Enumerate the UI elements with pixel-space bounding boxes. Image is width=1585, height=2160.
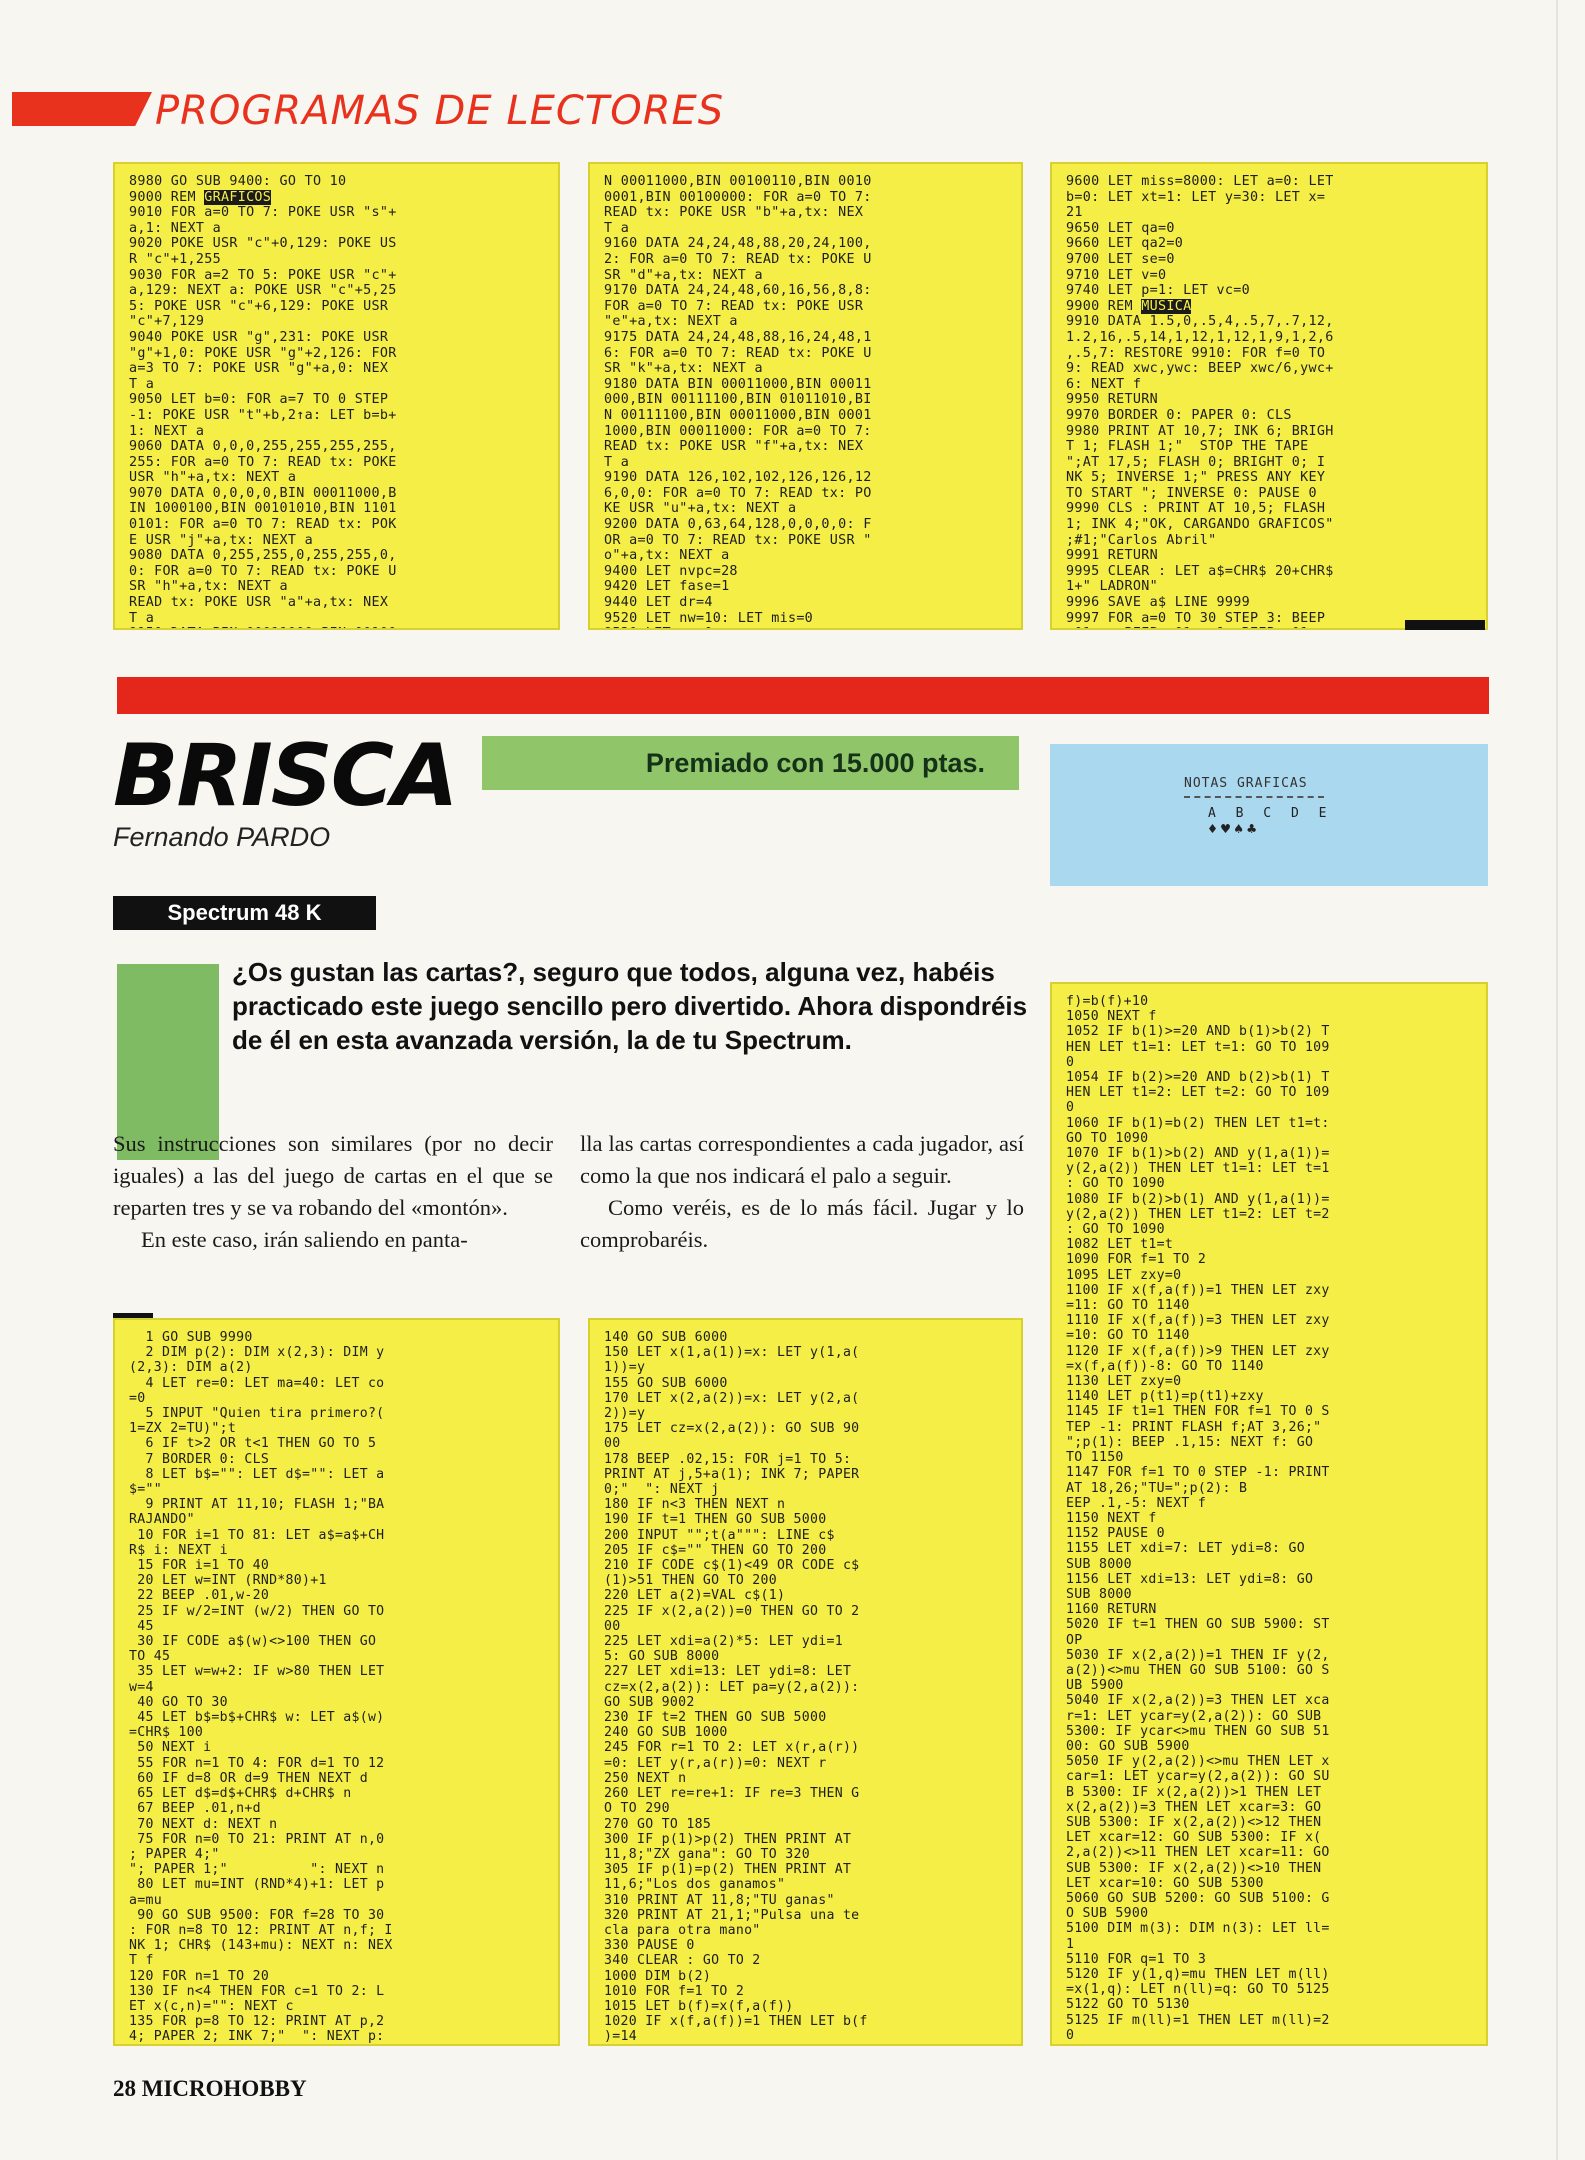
listing-top-2 bbox=[588, 162, 1023, 630]
listing-text: f)=b(f)+10 1050 NEXT f 1052 IF b(1)>=20 AND b(1)>b(2) T HEN LET t1=1: LET t=1: GO TO 109 0 1054 IF b(2)>=20 AND b(2)>b(1) T HEN LET t1=2: LET t=2: GO TO 109 0 1060 IF b(1)=b(2) THEN LET t1=t: GO TO 1090 1070 IF b(1)>b(2) AND y(1,a(1))= y(2,a(2)) THEN LET t1=1: LET t=1 : GO TO 1090 1080 IF b(2)>b(1) AND y(1,a(1))= y(2,a(2)) THEN LET t1=2: LET t=2 : GO TO 1090 1082 LET t1=t 1090 FOR f=1 TO 2 1095 LET zxy=0 1100 IF x(f,a(f))=1 THEN LET zxy =11: GO TO 1140 1110 IF x(f,a(f))=3 THEN LET zxy =10: GO TO 1140 1120 IF x(f,a(f))>9 THEN LET zxy =x(f,a(f))-8: GO TO 1140 1130 LET zxy=0 1140 LET p(t1)=p(t1)+zxy 1145 IF t1=1 THEN FOR f=1 TO 0 S TEP -1: PRINT FLASH f;AT 3,26;" ";p(1): BEEP .1,15: NEXT f: GO TO 1150 1147 FOR f=1 TO 0 STEP -1: PRINT AT 18,26;"TU=";p(2): B EEP .1,-5: NEXT f 1150 NEXT f 1152 PAUSE 0 1155 LET xdi=7: LET ydi=8: GO SUB 8000 1156 LET xdi=13: LET ydi=8: GO SUB 8000 1160 RETURN 5020 IF t=1 THEN GO SUB 5900: ST OP 5030 IF x(2,a(2))=1 THEN IF y(2, a(2))<>mu THEN GO SUB 5100: GO S UB 5900 5040 IF x(2,a(2))=3 THEN LET xca r=1: LET ycar=y(2,a(2)): GO SUB 5300: IF ycar<>mu THEN GO SUB 51 00: GO SUB 5900 5050 IF y(2,a(2))<>mu THEN LET x car=1: LET ycar=y(2,a(2)): GO SU B 5300: IF x(2,a(2))>1 THEN LET x(2,a(2))=3 THEN LET xcar=3: GO SUB 5300: IF x(2,a(2))<>12 THEN LET xcar=12: GO SUB 5300: IF x( 2,a(2))<>11 THEN LET xcar=11: GO SUB 5300: IF x(2,a(2))<>10 THEN LET xcar=10: GO SUB 5300 5060 GO SUB 5200: GO SUB 5100: G O SUB 5900 5100 DIM m(3): DIM n(3): LET ll= 1 5110 FOR q=1 TO 3 5120 IF y(1,q)=mu THEN LET m(ll) =x(1,q): LET n(ll)=q: GO TO 5125 5122 GO TO 5130 5125 IF m(ll)=1 THEN LET m(ll)=2 0 bbox=[1066, 994, 1330, 2043]
section-title: PROGRAMAS DE LECTORES bbox=[155, 88, 725, 134]
listing-bottom-3 bbox=[1050, 982, 1488, 2046]
listing-text: N 00011000,BIN 00100110,BIN 0010 0001,BIN 00100000: FOR a=0 TO 7: READ tx: POKE USR "b"+a,tx: NEX T a 9160 DATA 24,24,48,88,20,24,100, 2: FOR a=0 TO 7: READ tx: POKE U SR "d"+a,tx: NEXT a 9170 DATA 24,24,48,60,16,56,8,8: FOR a=0 TO 7: READ tx: POKE USR "e"+a,tx: NEXT a 9175 DATA 24,24,48,88,16,24,48,1 6: FOR a=0 TO 7: READ tx: POKE U SR "k"+a,tx: NEXT a 9180 DATA BIN 00011000,BIN 00011 000,BIN 00111100,BIN 01011010,BI N 00111100,BIN 00011000,BIN 0001 1000,BIN 00011000: FOR a=0 TO 7: READ tx: POKE USR "f"+a,tx: NEX T a 9190 DATA 126,102,102,126,126,12 6,0,0: FOR a=0 TO 7: READ tx: PO KE USR "u"+a,tx: NEXT a 9200 DATA 0,63,64,128,0,0,0,0: F OR a=0 TO 7: READ tx: POKE USR " o"+a,tx: NEXT a 9400 LET nvpc=28 9420 LET fase=1 9440 LET dr=4 9520 LET nw=10: LET mis=0 bbox=[604, 174, 872, 626]
page-number: 28 bbox=[113, 2076, 136, 2101]
magazine-name: MICROHOBBY bbox=[141, 2076, 307, 2101]
prize-banner: Premiado con 15.000 ptas. bbox=[482, 736, 1019, 790]
graphic-notes-box bbox=[1050, 744, 1488, 886]
listing-text: 1 GO SUB 9990 2 DIM p(2): DIM x(2,3): DIM y (2,3): DIM a(2) 4 LET re=0: LET ma=40: LET co =0 5 INPUT "Quien tira primero?( 1=ZX 2=TU)";t 6 IF t>2 OR t<1 THEN GO TO 5 7 BORDER 0: CLS 8 LET b$="": LET d$="": LET a $="" 9 PRINT AT 11,10; FLASH 1;"BA RAJANDO" 10 FOR i=1 TO 81: LET a$=a$+CH R$ i: NEXT i 15 FOR i=1 TO 40 20 LET w=INT (RND*80)+1 22 BEEP .01,w-20 25 IF w/2=INT (w/2) THEN GO TO 45 30 IF CODE a$(w)<>100 THEN GO TO 45 35 LET w=w+2: IF w>80 THEN LET w=4 40 GO TO 30 45 LET b$=b$+CHR$ w: LET a$(w) =CHR$ 100 50 NEXT i 55 FOR n=1 TO 4: FOR d=1 TO 12 60 IF d=8 OR d=9 THEN NEXT d 65 LET d$=d$+CHR$ d+CHR$ n 67 BEEP .01,n+d 70 NEXT d: NEXT n 75 FOR n=0 TO 21: PRINT AT n,0 ; PAPER 4;" "; PAPER 1;" ": NEXT n 80 LET mu=INT (RND*4)+1: LET p a=mu 90 GO SUB 9500: FOR f=28 TO 30 : FOR n=8 TO 12: PRINT AT n,f; I NK 1; CHR$ (143+mu): NEXT n: NEX T f 120 FOR n=1 TO 20 130 IF n<4 THEN FOR c=1 TO 2: L ET x(c,n)="": NEXT c 135 FOR p=8 TO 12: PRINT AT p,2 4; PAPER 2; INK 7;" ": NEXT p: bbox=[129, 1330, 393, 2045]
listing-bottom-1 bbox=[113, 1318, 560, 2046]
listing-end-marker bbox=[1405, 620, 1485, 630]
listing-top-3 bbox=[1050, 162, 1488, 630]
body-paragraph: En este caso, irán saliendo en panta- bbox=[141, 1227, 468, 1252]
body-column-2 bbox=[580, 1128, 1024, 1256]
article-author: Fernando PARDO bbox=[113, 822, 331, 852]
graphic-notes-title: NOTAS GRAFICAS bbox=[1184, 776, 1308, 791]
graphic-notes-letters: A B C D E bbox=[1208, 806, 1333, 821]
body-paragraph: Como veréis, es de lo más fácil. Jugar y lo comprobaréis. bbox=[580, 1195, 1024, 1252]
article-intro: ¿Os gustan las cartas?, seguro que todos, alguna vez, habéis practicado este juego sencillo pero divertido. Ahora dispondréis de él en esta avanzada versión, la de tu Spectrum. bbox=[232, 957, 1028, 1055]
platform-badge: Spectrum 48 K bbox=[113, 896, 376, 930]
graphic-notes-glyphs: ♦♥♠♣ bbox=[1208, 820, 1261, 838]
listing-text: 8980 GO SUB 9400: GO TO 10 9000 REM GRAFICOS 9010 FOR a=0 TO 7: POKE USR "s"+ a,1: NEXT a 9020 POKE USR "c"+0,129: POKE US R "c"+1,255 9030 FOR a=2 TO 5: POKE USR "c"+ a,129: NEXT a: POKE USR "c"+5,25 5: POKE USR "c"+6,129: POKE USR "c"+7,129 9040 POKE USR "g",231: POKE USR "g"+1,0: POKE USR "g"+2,126: FOR a=3 TO 7: POKE USR "g"+a,0: NEX T a 9050 LET b=0: FOR a=7 TO 0 STEP -1: POKE USR "t"+b,2↑a: LET b=b+ 1: NEXT a 9060 DATA 0,0,0,255,255,255,255, 255: FOR a=0 TO 7: READ tx: POKE USR "h"+a,tx: NEXT a 9070 DATA 0,0,0,0,BIN 00011000,B IN 1000100,BIN 00101010,BIN 1101 0101: FOR a=0 TO 7: READ tx: POK E USR "j"+a,tx: NEXT a 9080 DATA 0,255,255,0,255,255,0, 0: FOR a=0 TO 7: READ tx: POKE U SR "h"+a,tx: NEXT a READ tx: POKE USR "a"+a,tx: NEX T a bbox=[129, 174, 397, 626]
listing-bottom-2 bbox=[588, 1318, 1023, 2046]
section-bar bbox=[12, 92, 152, 126]
page-footer bbox=[113, 2076, 307, 2102]
page-edge bbox=[1556, 0, 1558, 2160]
article-title: BRISCA bbox=[113, 726, 457, 826]
listing-top-1 bbox=[113, 162, 560, 630]
body-column-1 bbox=[113, 1128, 553, 1256]
inverse-text: GRAFICOS bbox=[204, 189, 272, 205]
listing-text: 140 GO SUB 6000 150 LET x(1,a(1))=x: LET y(1,a( 1))=y 155 GO SUB 6000 170 LET x(2,a(2))=x: LET y(2,a( 2))=y 175 LET cz=x(2,a(2)): GO SUB 90 00 178 BEEP .02,15: FOR j=1 TO 5: PRINT AT j,5+a(1); INK 7; PAPER 0;" ": NEXT j 180 IF n<3 THEN NEXT n 190 IF t=1 THEN GO SUB 5000 200 INPUT "";t(a""": LINE c$ 205 IF c$="" THEN GO TO 200 210 IF CODE c$(1)<49 OR CODE c$ (1)>51 THEN GO TO 200 220 LET a(2)=VAL c$(1) 225 IF x(2,a(2))=0 THEN GO TO 2 00 225 LET xdi=a(2)*5: LET ydi=1 5: GO SUB 8000 227 LET xdi=13: LET ydi=8: LET cz=x(2,a(2)): LET pa=y(2,a(2)): GO SUB 9002 230 IF t=2 THEN GO SUB 5000 240 GO SUB 1000 245 FOR r=1 TO 2: LET x(r,a(r)) =0: LET y(r,a(r))=0: NEXT r 250 NEXT n 260 LET re=re+1: IF re=3 THEN G O TO 290 270 GO TO 185 300 IF p(1)>p(2) THEN PRINT AT 11,8;"ZX gana": GO TO 320 305 IF p(1)=p(2) THEN PRINT AT 11,6;"Los dos ganamos" 310 PRINT AT 11,8;"TU ganas" 320 PRINT AT 21,1;"Pulsa una te cla para otra mano" 330 PAUSE 0 340 CLEAR : GO TO 2 1000 DIM b(2) 1010 FOR f=1 TO 2 1015 LET b(f)=x(f,a(f)) 1020 IF x(f,a(f))=1 THEN LET b(f )=14 bbox=[604, 1330, 868, 2045]
inverse-text: MUSICA bbox=[1141, 298, 1192, 314]
divider-band bbox=[117, 677, 1489, 714]
body-paragraph: lla las cartas correspondientes a cada jugador, así como la que nos indicará el palo a seguir. bbox=[580, 1131, 1024, 1188]
body-paragraph: Sus instrucciones son similares (por no decir iguales) a las del juego de cartas en el que se reparten tres y se va robando del «montón». bbox=[113, 1131, 553, 1220]
listing-text: 9600 LET miss=8000: LET a=0: LET b=0: LET xt=1: LET y=30: LET x= 21 9650 LET qa=0 9660 LET qa2=0 9700 LET se=0 9710 LET v=0 9740 LET p=1: LET vc=0 9900 REM MUSICA 9910 DATA 1.5,0,.5,4,.5,7,.7,12, 1.2,16,.5,14,1,12,1,12,1,9,1,2,6 ,.5,7: RESTORE 9910: FOR f=0 TO 9: READ xwc,ywc: BEEP xwc/6,ywc+ 6: NEXT f 9950 RETURN 9970 BORDER 0: PAPER 0: CLS 9980 PRINT AT 10,7; INK 6; BRIGH T 1; FLASH 1;" STOP THE TAPE ";AT 17,5; FLASH 0; BRIGHT 0; I NK 5; INVERSE 1;" PRESS ANY KEY TO START "; INVERSE 0: PAUSE 0 9990 CLS : PRINT AT 10,5; FLASH 1; INK 4;"OK, CARGANDO GRAFICOS" ;#1;"Carlos Abril" 9991 RETURN 9995 CLEAR : LET a$=CHR$ 20+CHR$ 1+" LADRON" 9996 SAVE a$ LINE 9999 9997 FOR a=0 TO 30 STEP 3: BEEP bbox=[1066, 174, 1334, 626]
graphic-notes-rule bbox=[1184, 796, 1324, 798]
